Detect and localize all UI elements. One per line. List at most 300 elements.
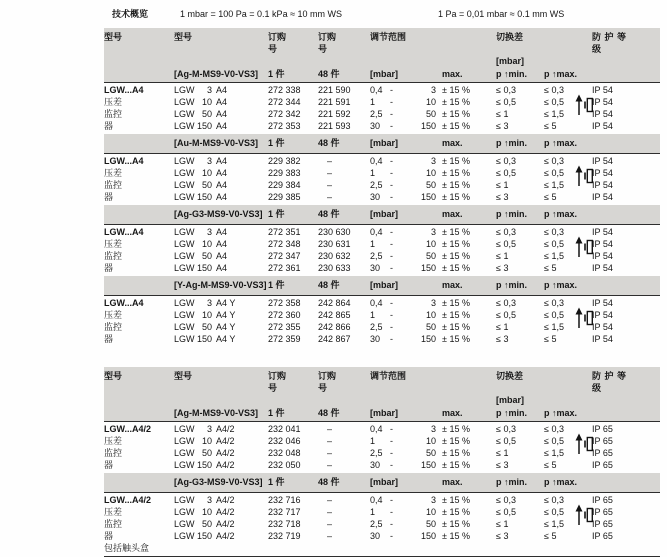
range-high: 10 (425, 168, 436, 178)
range-separator: - (390, 322, 393, 332)
header-p-max: p ↑max. (544, 209, 578, 219)
p-min-cell: ≤ 3 (496, 531, 509, 541)
variant-subheader-row (104, 67, 660, 82)
p-max-cell: ≤ 0,3 (544, 227, 564, 237)
range-low: 1 (370, 436, 376, 446)
range-separator: - (390, 109, 393, 119)
range-cell (370, 96, 442, 108)
header-p-min: p ↑min. (496, 477, 527, 487)
tolerance-cell: ± 15 % (442, 448, 470, 458)
header-range-unit: [mbar] (370, 138, 399, 148)
p-min-cell: ≤ 3 (496, 460, 509, 470)
row-group-label: 压差 (104, 97, 123, 107)
pressure-rise-switch-icon (574, 165, 594, 187)
range-separator: - (390, 460, 393, 470)
order-bulk-cell: 242 867 (318, 334, 351, 344)
range-cell (370, 435, 442, 447)
model-prefix: LGW (174, 97, 195, 107)
header-range-max: max. (442, 209, 463, 219)
header-range-unit: [mbar] (370, 477, 399, 487)
header-unit-bulk: 48 件 (318, 69, 340, 79)
p-max-cell: ≤ 0,5 (544, 239, 564, 249)
model-cell (174, 321, 268, 333)
model-size: 10 (201, 239, 212, 249)
range-low: 2,5 (370, 448, 383, 458)
icon-column-cell (474, 435, 496, 447)
tolerance-cell: ± 15 % (442, 531, 470, 541)
range-cell (370, 506, 442, 518)
range-high: 150 (420, 263, 436, 273)
model-size: 50 (201, 180, 212, 190)
range-low: 30 (370, 121, 381, 131)
spacer-cell (104, 137, 174, 149)
col-header-order-single: 订购号 (268, 371, 287, 393)
p-max-cell: ≤ 0,3 (544, 424, 564, 434)
range-separator: - (390, 310, 393, 320)
row-group-label: LGW...A4/2 (104, 424, 152, 434)
page-title: 技术概览 (112, 9, 149, 19)
range-separator: - (390, 192, 393, 202)
model-prefix: LGW (174, 263, 195, 273)
model-suffix: A4 (216, 156, 228, 166)
p-min-cell: ≤ 0,3 (496, 227, 516, 237)
row-group-label: 监控 (104, 322, 123, 332)
pressure-rise-switch-icon (574, 433, 594, 455)
p-min-cell: ≤ 0,3 (496, 424, 516, 434)
protection-cell: IP 54 (592, 251, 613, 261)
model-prefix: LGW (174, 109, 195, 119)
range-low: 2,5 (370, 251, 383, 261)
model-prefix: LGW (174, 156, 195, 166)
model-suffix: A4/2 (216, 424, 235, 434)
order-bulk-cell: 242 864 (318, 298, 351, 308)
row-group-label: 器 (104, 263, 114, 273)
spec-table (104, 367, 660, 557)
range-cell (370, 108, 442, 120)
model-prefix: LGW (174, 436, 195, 446)
model-prefix: LGW (174, 192, 195, 202)
range-low: 2,5 (370, 322, 383, 332)
protection-cell: IP 54 (592, 192, 613, 202)
protection-cell: IP 54 (592, 298, 613, 308)
range-separator: - (390, 156, 393, 166)
model-suffix: A4 (216, 251, 228, 261)
order-bulk-cell: 221 590 (318, 85, 351, 95)
pressure-rise-switch-icon (574, 94, 594, 116)
header-range-max: max. (442, 408, 463, 418)
row-group-label: LGW...A4 (104, 85, 144, 95)
conversion-line (104, 8, 660, 20)
tolerance-cell: ± 15 % (442, 85, 470, 95)
tolerance-cell: ± 15 % (442, 298, 470, 308)
protection-cell: IP 65 (592, 448, 613, 458)
p-min-cell: ≤ 0,3 (496, 85, 516, 95)
order-single-cell: 232 048 (268, 448, 301, 458)
range-high: 50 (425, 322, 436, 332)
icon-column-cell (474, 506, 496, 518)
model-cell (174, 506, 268, 518)
header-range-max: max. (442, 477, 463, 487)
range-cell (370, 250, 442, 262)
p-min-cell: ≤ 0,3 (496, 495, 516, 505)
row-group-label: 器 (104, 192, 114, 202)
header-unit-bulk: 48 件 (318, 209, 340, 219)
range-low: 0,4 (370, 156, 383, 166)
tolerance-cell: ± 15 % (442, 507, 470, 517)
p-max-cell: ≤ 0,5 (544, 507, 564, 517)
tolerance-cell: ± 15 % (442, 239, 470, 249)
range-cell (370, 333, 442, 345)
p-max-cell: ≤ 5 (544, 121, 557, 131)
row-group-label: 监控 (104, 251, 123, 261)
col-header-model-group: 型号 (104, 371, 123, 381)
model-prefix: LGW (174, 251, 195, 261)
model-suffix: A4 (216, 109, 228, 119)
order-single-cell: 272 344 (268, 97, 301, 107)
header-p-min: p ↑min. (496, 280, 527, 290)
model-suffix: A4/2 (216, 448, 235, 458)
model-size: 10 (201, 310, 212, 320)
tolerance-cell: ± 15 % (442, 227, 470, 237)
range-separator: - (390, 495, 393, 505)
p-max-cell: ≤ 0,5 (544, 310, 564, 320)
range-cell (370, 297, 442, 309)
range-separator: - (390, 519, 393, 529)
p-max-cell: ≤ 1,5 (544, 322, 564, 332)
tolerance-cell: ± 15 % (442, 519, 470, 529)
range-high: 3 (430, 227, 436, 237)
range-cell (370, 167, 442, 179)
row-group-label: 监控 (104, 519, 123, 529)
variant-tag: [Y-Ag-M-MS9-V0-VS3] (174, 280, 267, 290)
model-prefix: LGW (174, 227, 195, 237)
model-suffix: A4 (216, 263, 228, 273)
spacer-cell (104, 407, 174, 419)
variant-tag: [Ag-M-MS9-V0-VS3] (174, 408, 259, 418)
range-separator: - (390, 263, 393, 273)
protection-cell: IP 54 (592, 168, 613, 178)
model-cell (174, 226, 268, 238)
model-size: 50 (201, 448, 212, 458)
model-prefix: LGW (174, 322, 195, 332)
pressure-rise-switch-icon (574, 307, 594, 329)
range-high: 10 (425, 239, 436, 249)
range-high: 3 (430, 298, 436, 308)
model-suffix: A4 Y (216, 310, 236, 320)
col-header-switching-differential: 切换差 (496, 371, 524, 381)
model-block (104, 154, 660, 205)
model-size: 50 (201, 519, 212, 529)
range-high: 3 (430, 156, 436, 166)
range-separator: - (390, 251, 393, 261)
range-high: 150 (420, 334, 436, 344)
p-min-cell: ≤ 0,3 (496, 156, 516, 166)
p-max-cell: ≤ 0,5 (544, 97, 564, 107)
range-separator: - (390, 227, 393, 237)
order-single-cell: 232 719 (268, 531, 301, 541)
tolerance-cell: ± 15 % (442, 495, 470, 505)
range-cell (370, 226, 442, 238)
diff-unit-row (104, 55, 660, 67)
header-p-min: p ↑min. (496, 209, 527, 219)
column-header-row (104, 31, 660, 55)
range-low: 2,5 (370, 519, 383, 529)
range-low: 30 (370, 531, 381, 541)
col-header-order-bulk: 订购号 (318, 32, 337, 54)
range-low: 0,4 (370, 298, 383, 308)
order-single-cell: 229 383 (268, 168, 301, 178)
spec-table (104, 28, 660, 347)
p-min-cell: ≤ 0,5 (496, 310, 516, 320)
order-single-cell: 272 361 (268, 263, 301, 273)
model-suffix: A4/2 (216, 495, 235, 505)
p-max-cell: ≤ 1,5 (544, 448, 564, 458)
model-size: 150 (196, 192, 212, 202)
model-prefix: LGW (174, 121, 195, 131)
spacer-cell (592, 137, 636, 149)
icon-column-cell (474, 321, 496, 333)
order-single-cell: 272 348 (268, 239, 301, 249)
header-p-max: p ↑max. (544, 138, 578, 148)
header-unit-single: 1 件 (268, 209, 285, 219)
range-separator: - (390, 239, 393, 249)
model-suffix: A4/2 (216, 531, 235, 541)
range-separator: - (390, 531, 393, 541)
range-low: 1 (370, 507, 376, 517)
header-p-max: p ↑max. (544, 69, 578, 79)
range-high: 10 (425, 436, 436, 446)
order-bulk-cell: 230 631 (318, 239, 351, 249)
range-separator: - (390, 97, 393, 107)
model-size: 150 (196, 263, 212, 273)
p-min-cell: ≤ 1 (496, 322, 509, 332)
range-cell (370, 84, 442, 96)
range-high: 50 (425, 448, 436, 458)
tolerance-cell: ± 15 % (442, 156, 470, 166)
p-min-cell: ≤ 1 (496, 519, 509, 529)
row-group-label: 监控 (104, 180, 123, 190)
icon-column-cell (474, 297, 496, 309)
p-min-cell: ≤ 0,3 (496, 298, 516, 308)
protection-cell: IP 54 (592, 97, 613, 107)
range-cell (370, 447, 442, 459)
p-min-cell: ≤ 0,5 (496, 168, 516, 178)
header-unit-bulk: 48 件 (318, 408, 340, 418)
order-single-cell: 229 385 (268, 192, 301, 202)
order-bulk-cell: – (327, 531, 333, 541)
tolerance-cell: ± 15 % (442, 121, 470, 131)
variant-subheader-row (104, 278, 660, 293)
protection-cell: IP 54 (592, 310, 613, 320)
spacer-cell (592, 208, 636, 220)
header-range-unit: [mbar] (370, 280, 399, 290)
p-max-cell: ≤ 0,3 (544, 156, 564, 166)
row-group-label: 器 (104, 460, 114, 470)
icon-column-cell (474, 530, 496, 542)
range-low: 30 (370, 334, 381, 344)
model-suffix: A4/2 (216, 436, 235, 446)
p-max-cell: ≤ 0,5 (544, 436, 564, 446)
model-prefix: LGW (174, 424, 195, 434)
range-low: 30 (370, 460, 381, 470)
col-header-adjustment-range: 调节范围 (370, 32, 407, 42)
model-suffix: A4 (216, 168, 228, 178)
spacer-cell (104, 68, 174, 80)
tolerance-cell: ± 15 % (442, 436, 470, 446)
model-cell (174, 435, 268, 447)
header-range-unit: [mbar] (370, 408, 399, 418)
col-header-protection-class: 防护等级 (592, 371, 630, 393)
footnote-label: 包括触头盒 (104, 543, 150, 553)
model-prefix: LGW (174, 531, 195, 541)
order-bulk-cell: – (327, 507, 333, 517)
icon-column-cell (474, 120, 496, 132)
pressure-rise-switch-icon (574, 504, 594, 526)
spacer-cell (592, 279, 636, 291)
icon-column-cell (474, 250, 496, 262)
protection-cell: IP 54 (592, 109, 613, 119)
model-suffix: A4 (216, 85, 228, 95)
header-unit-bulk: 48 件 (318, 138, 340, 148)
p-max-cell: ≤ 5 (544, 192, 557, 202)
model-suffix: A4/2 (216, 519, 235, 529)
model-block (104, 83, 660, 134)
protection-cell: IP 65 (592, 424, 613, 434)
model-size: 50 (201, 251, 212, 261)
model-prefix: LGW (174, 310, 195, 320)
range-cell (370, 155, 442, 167)
order-single-cell: 272 347 (268, 251, 301, 261)
order-bulk-cell: – (327, 436, 333, 446)
model-block (104, 296, 660, 347)
range-cell (370, 238, 442, 250)
header-unit-single: 1 件 (268, 408, 285, 418)
header-diff-unit: [mbar] (496, 56, 525, 66)
range-low: 1 (370, 310, 376, 320)
protection-cell: IP 65 (592, 519, 613, 529)
range-high: 3 (430, 85, 436, 95)
diff-unit-row (104, 394, 660, 406)
icon-column-cell (474, 108, 496, 120)
variant-subheader-row (104, 136, 660, 151)
p-max-cell: ≤ 1,5 (544, 519, 564, 529)
range-separator: - (390, 334, 393, 344)
p-min-cell: ≤ 1 (496, 109, 509, 119)
model-size: 50 (201, 322, 212, 332)
order-single-cell: 272 359 (268, 334, 301, 344)
range-high: 50 (425, 180, 436, 190)
model-size: 10 (201, 436, 212, 446)
order-bulk-cell: – (327, 448, 333, 458)
order-bulk-cell: 230 630 (318, 227, 351, 237)
model-cell (174, 96, 268, 108)
tolerance-cell: ± 15 % (442, 180, 470, 190)
icon-column-cell (474, 226, 496, 238)
range-cell (370, 179, 442, 191)
model-size: 150 (196, 531, 212, 541)
order-bulk-cell: 221 592 (318, 109, 351, 119)
p-max-cell: ≤ 5 (544, 334, 557, 344)
header-p-max: p ↑max. (544, 280, 578, 290)
spacer-cell (104, 208, 174, 220)
row-group-label: 压差 (104, 436, 123, 446)
header-unit-single: 1 件 (268, 69, 285, 79)
variant-tag: [Ag-G3-MS9-V0-VS3] (174, 209, 263, 219)
model-block (104, 225, 660, 276)
range-low: 1 (370, 168, 376, 178)
icon-column-cell (474, 262, 496, 274)
order-bulk-cell: – (327, 424, 333, 434)
range-low: 30 (370, 192, 381, 202)
protection-cell: IP 54 (592, 334, 613, 344)
order-bulk-cell: – (327, 192, 333, 202)
row-group-label: 压差 (104, 310, 123, 320)
model-prefix: LGW (174, 507, 195, 517)
conversion-left: 1 mbar = 100 Pa = 0.1 kPa ≈ 10 mm WS (180, 9, 343, 19)
table-header-band (104, 367, 660, 421)
model-cell (174, 108, 268, 120)
model-suffix: A4/2 (216, 460, 235, 470)
p-min-cell: ≤ 3 (496, 263, 509, 273)
range-separator: - (390, 121, 393, 131)
model-suffix: A4 (216, 97, 228, 107)
header-p-min: p ↑min. (496, 408, 527, 418)
spec-tables (104, 28, 660, 557)
content-area (104, 8, 660, 557)
spacer-cell (592, 68, 636, 80)
p-max-cell: ≤ 1,5 (544, 109, 564, 119)
row-group-label: 压差 (104, 239, 123, 249)
spacer-cell (104, 476, 174, 488)
pressure-rise-switch-icon (574, 236, 594, 258)
model-prefix: LGW (174, 519, 195, 529)
range-cell (370, 423, 442, 435)
p-max-cell: ≤ 0,3 (544, 298, 564, 308)
range-cell (370, 120, 442, 132)
variant-tag: [Au-M-MS9-V0-VS3] (174, 138, 259, 148)
header-range-max: max. (442, 280, 463, 290)
icon-column-cell (474, 191, 496, 203)
table-row (104, 262, 660, 274)
variant-subheader-row (104, 475, 660, 490)
order-single-cell: 232 050 (268, 460, 301, 470)
icon-column-cell (474, 309, 496, 321)
tolerance-cell: ± 15 % (442, 251, 470, 261)
row-group-label: 器 (104, 531, 114, 541)
row-group-label: LGW...A4/2 (104, 495, 152, 505)
model-cell (174, 518, 268, 530)
model-suffix: A4 (216, 121, 228, 131)
protection-cell: IP 54 (592, 322, 613, 332)
model-prefix: LGW (174, 239, 195, 249)
model-prefix: LGW (174, 180, 195, 190)
icon-column-cell (474, 459, 496, 471)
range-high: 50 (425, 519, 436, 529)
model-size: 150 (196, 121, 212, 131)
range-low: 0,4 (370, 424, 383, 434)
order-bulk-cell: – (327, 495, 333, 505)
order-single-cell: 229 382 (268, 156, 301, 166)
range-cell (370, 262, 442, 274)
p-min-cell: ≤ 3 (496, 121, 509, 131)
p-max-cell: ≤ 1,5 (544, 180, 564, 190)
order-single-cell: 272 351 (268, 227, 301, 237)
protection-cell: IP 65 (592, 436, 613, 446)
order-bulk-cell: 221 593 (318, 121, 351, 131)
range-high: 3 (430, 495, 436, 505)
model-suffix: A4 (216, 192, 228, 202)
range-low: 0,4 (370, 85, 383, 95)
